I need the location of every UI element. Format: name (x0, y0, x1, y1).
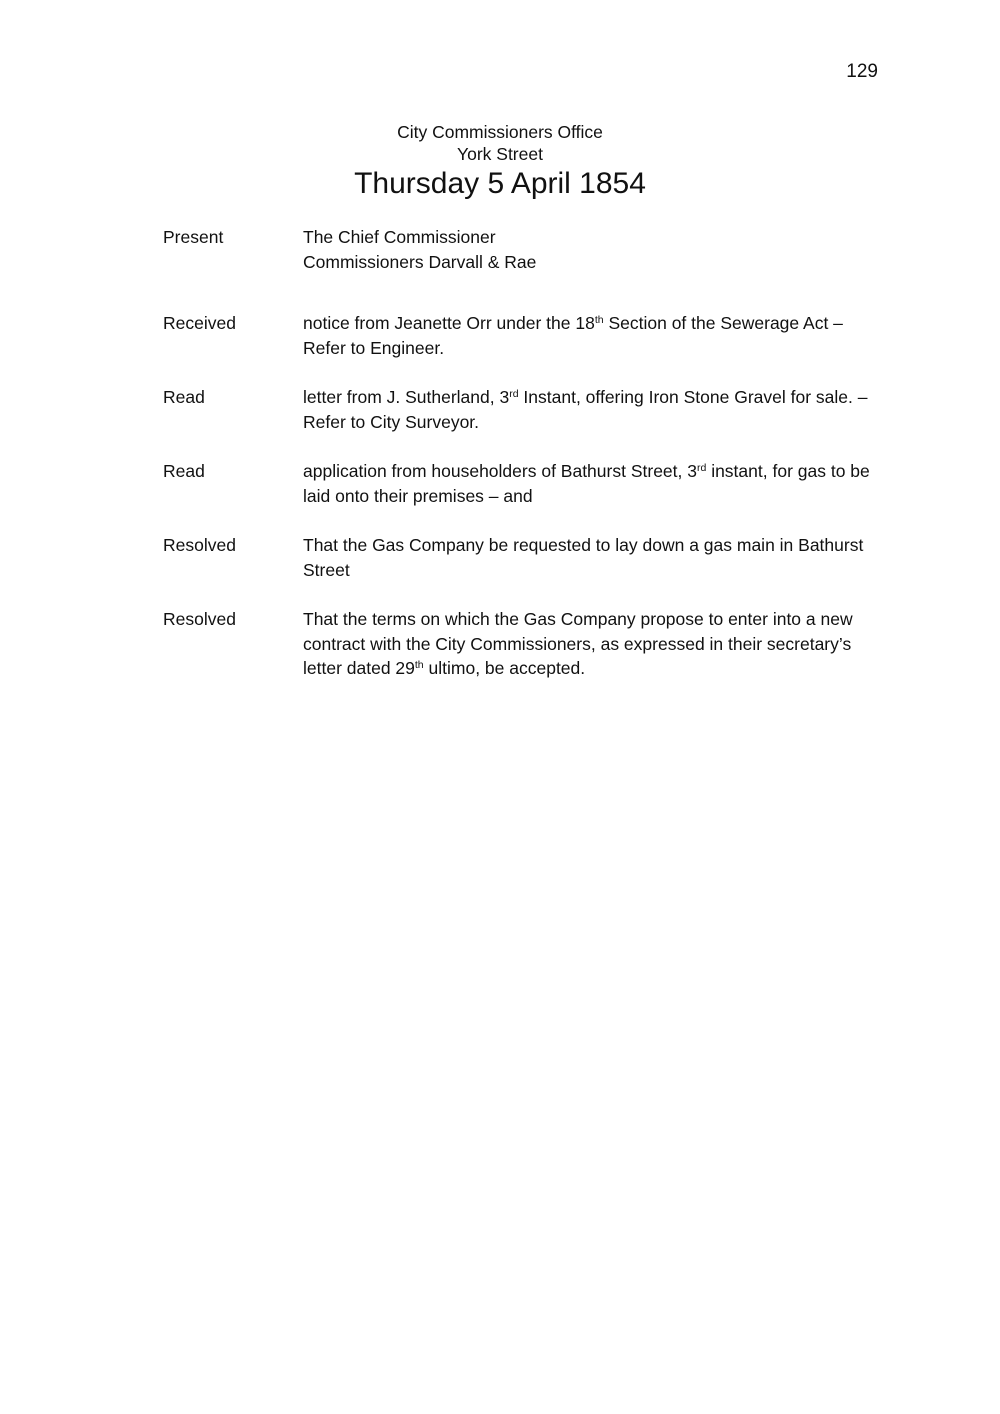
entry-line: letter dated 29th ultimo, be accepted. (303, 658, 586, 678)
office-name: City Commissioners Office (397, 122, 603, 142)
minutes-entries (163, 225, 923, 681)
entry-line: application from householders of Bathurst Street, 3rd instant, for gas to be (303, 461, 870, 481)
office-street: York Street (457, 144, 543, 164)
entry-read-application (163, 459, 923, 508)
entry-label: Resolved (163, 609, 236, 629)
ordinal-suffix: th (594, 314, 604, 326)
entry-resolved-gas-main (163, 533, 923, 582)
entry-label: Present (163, 227, 224, 247)
entry-line: That the Gas Company be requested to lay down a gas main in Bathurst (303, 535, 864, 555)
entry-line: Street (303, 559, 350, 580)
entry-line: laid onto their premises – and (303, 485, 533, 506)
entry-resolved-contract (163, 607, 923, 681)
entry-text (303, 225, 923, 274)
entry-present (163, 225, 923, 274)
entry-text (303, 459, 923, 508)
entry-text (303, 533, 923, 582)
entry-line: contract with the City Commissioners, as expressed in their secretary’s (303, 633, 852, 654)
entry-line: That the terms on which the Gas Company propose to enter into a new (303, 609, 853, 629)
entry-received (163, 311, 923, 360)
entry-text (303, 385, 923, 434)
entry-line: Commissioners Darvall & Rae (303, 251, 537, 272)
entry-line: The Chief Commissioner (303, 227, 496, 247)
page-number: 129 (846, 61, 878, 82)
entry-line: letter from J. Sutherland, 3rd Instant, offering Iron Stone Gravel for sale. – (303, 387, 868, 407)
meeting-date: Thursday 5 April 1854 (354, 167, 646, 200)
entry-label: Read (163, 387, 205, 407)
entry-line: Refer to City Surveyor. (303, 411, 480, 432)
ordinal-suffix: th (414, 659, 424, 671)
ordinal-suffix: rd (696, 462, 707, 474)
entry-line: Refer to Engineer. (303, 337, 445, 358)
entry-text (303, 607, 923, 681)
minutes-header (0, 121, 1000, 202)
ordinal-suffix: rd (509, 388, 519, 400)
entry-read-letter (163, 385, 923, 434)
entry-label: Received (163, 313, 236, 333)
entry-label: Resolved (163, 535, 236, 555)
entry-text (303, 311, 923, 360)
entry-label: Read (163, 461, 205, 481)
entry-line: notice from Jeanette Orr under the 18th Section of the Sewerage Act – (303, 313, 843, 333)
